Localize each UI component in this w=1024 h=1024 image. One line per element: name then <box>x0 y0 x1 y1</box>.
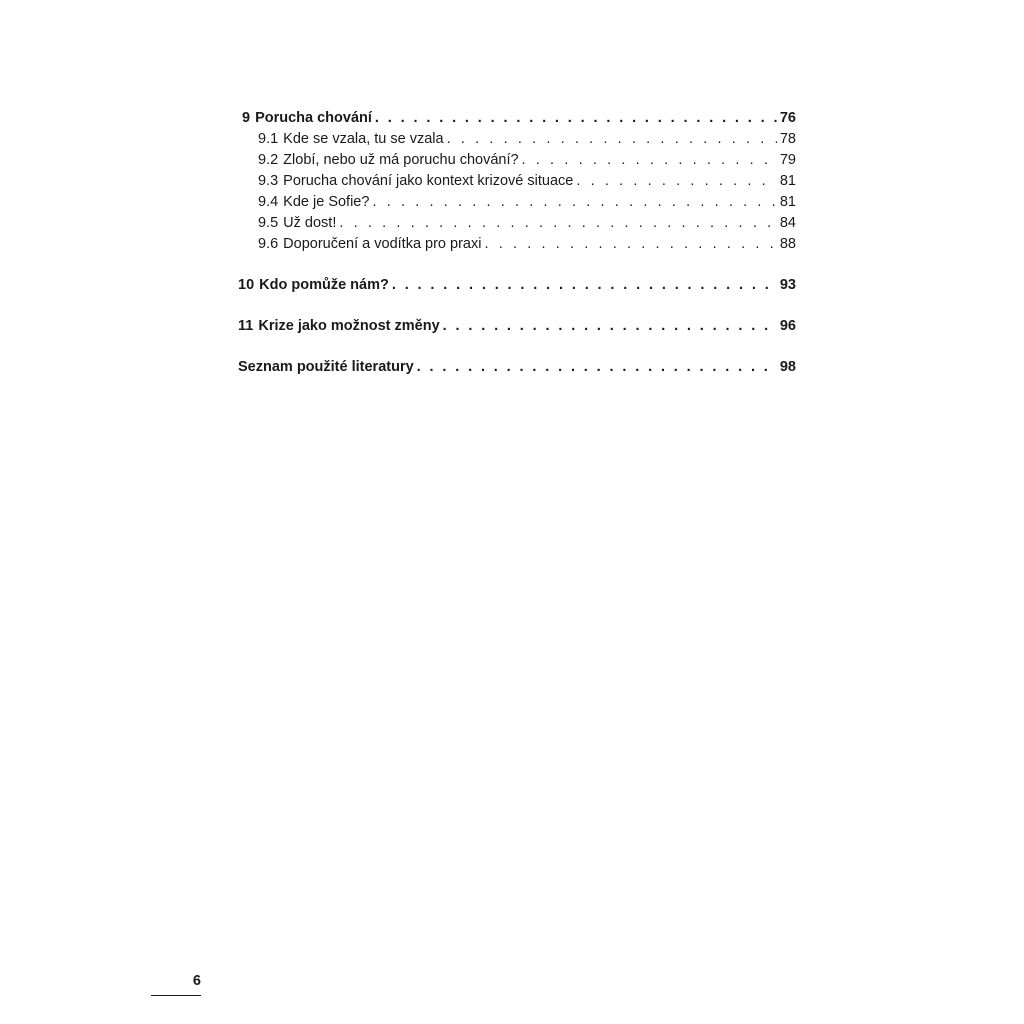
table-of-contents <box>238 108 796 378</box>
toc-entry-number: 9.3 <box>258 173 279 189</box>
toc-entry-page: 76 <box>779 110 796 126</box>
toc-entry-title: Porucha chování jako kontext krizové situace <box>283 173 574 189</box>
toc-entry-section-9-6[interactable] <box>238 234 796 255</box>
toc-entry-section-9-1[interactable] <box>238 129 796 150</box>
toc-entry-title: Už dost! <box>283 215 337 231</box>
toc-entry-number: 10 <box>238 277 255 293</box>
toc-entry-number: 9.5 <box>258 215 279 231</box>
toc-entry-section-9-5[interactable] <box>238 213 796 234</box>
toc-entry-chapter-11[interactable] <box>238 316 796 337</box>
toc-entry-page: 98 <box>779 359 796 375</box>
toc-entry-title: Doporučení a vodítka pro praxi <box>283 236 482 252</box>
dot-leader <box>484 234 776 255</box>
toc-entry-title: Porucha chování <box>255 110 372 126</box>
page-number: 6 <box>192 973 201 989</box>
toc-entry-number: 11 <box>238 318 254 334</box>
toc-entry-section-9-4[interactable] <box>238 192 796 213</box>
toc-entry-title: Kdo pomůže nám? <box>259 277 389 293</box>
dot-leader <box>522 150 777 171</box>
dot-leader <box>392 275 777 296</box>
toc-entry-number: 9.2 <box>258 152 279 168</box>
footer-rule <box>151 995 201 996</box>
toc-entry-title: Kde se vzala, tu se vzala <box>283 131 444 147</box>
toc-entry-page: 79 <box>779 152 796 168</box>
toc-entry-title: Krize jako možnost změny <box>258 318 440 334</box>
toc-entry-number: 9.6 <box>258 236 279 252</box>
toc-entry-section-9-3[interactable] <box>238 171 796 192</box>
toc-entry-number: 9 <box>242 110 251 126</box>
dot-leader <box>443 316 777 337</box>
toc-entry-title: Seznam použité literatury <box>238 359 414 375</box>
toc-entry-title: Kde je Sofie? <box>283 194 370 210</box>
dot-leader <box>417 357 777 378</box>
toc-entry-page: 96 <box>779 318 796 334</box>
toc-entry-page: 88 <box>779 236 796 252</box>
toc-entry-bibliography[interactable] <box>238 357 796 378</box>
toc-entry-page: 84 <box>779 215 796 231</box>
toc-entry-page: 78 <box>779 131 796 147</box>
toc-entry-chapter-10[interactable] <box>238 275 796 296</box>
dot-leader <box>576 171 777 192</box>
toc-entry-title: Zlobí, nebo už má poruchu chování? <box>283 152 519 168</box>
toc-entry-page: 81 <box>779 173 796 189</box>
toc-entry-number: 9.4 <box>258 194 279 210</box>
dot-leader <box>375 108 777 129</box>
toc-entry-section-9-2[interactable] <box>238 150 796 171</box>
toc-entry-page: 93 <box>779 277 796 293</box>
dot-leader <box>339 213 777 234</box>
toc-entry-page: 81 <box>779 194 796 210</box>
toc-entry-number: 9.1 <box>258 131 279 147</box>
dot-leader <box>372 192 776 213</box>
toc-entry-chapter-9[interactable] <box>238 108 796 129</box>
dot-leader <box>447 129 777 150</box>
